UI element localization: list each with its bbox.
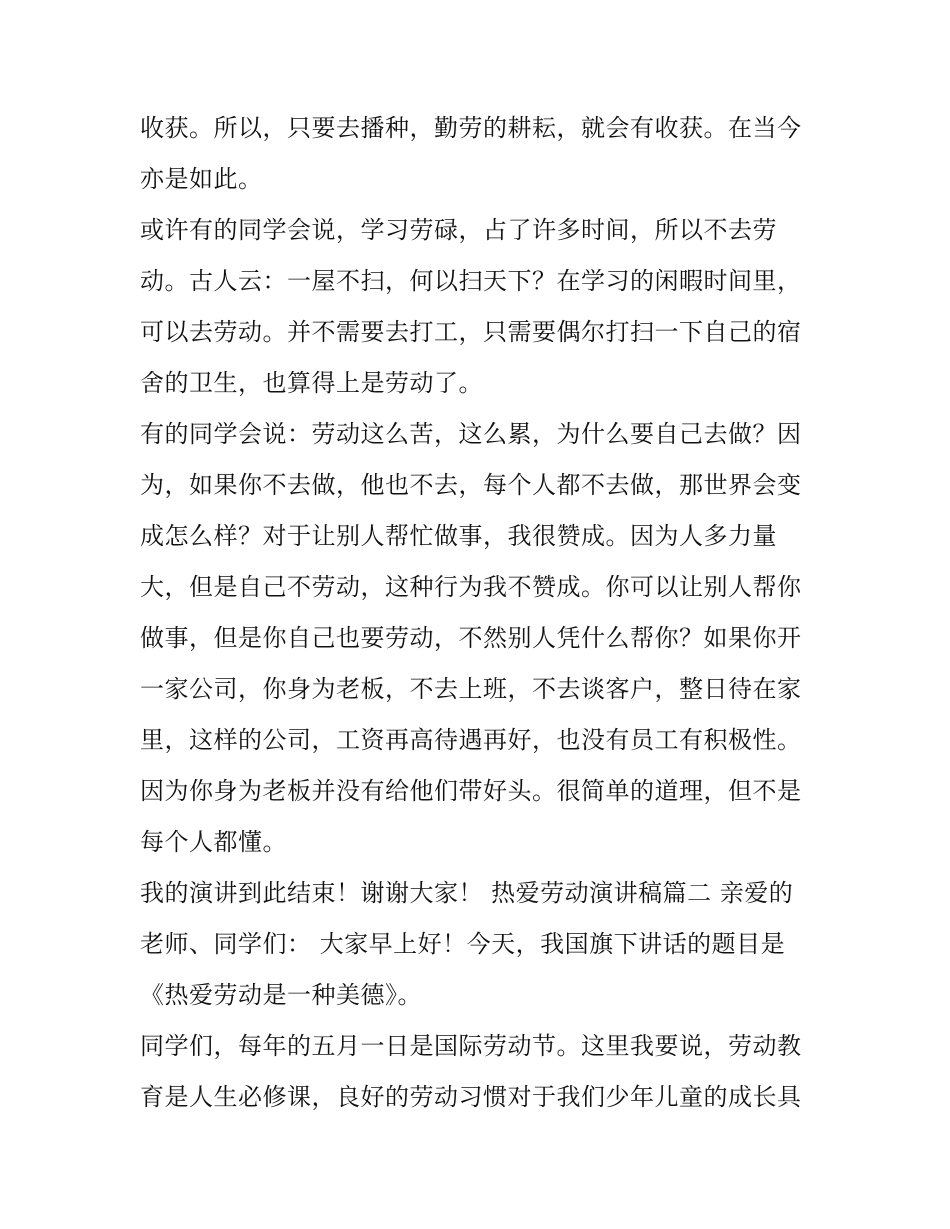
text-line: 舍的卫生，也算得上是劳动了。: [140, 369, 483, 397]
text-line: 里，这样的公司，工资再高待遇再好，也没有员工有积极性。: [140, 726, 802, 754]
text-line: 一家公司，你身为老板，不去上班，不去谈客户，整日待在家: [140, 675, 802, 703]
text-line: 每个人都懂。: [140, 828, 287, 856]
text-line: 大，但是自己不劳动，这种行为我不赞成。你可以让别人帮你: [140, 573, 802, 601]
text-line: 我的演讲到此结束！谢谢大家！ 热爱劳动演讲稿篇二 亲爱的: [140, 879, 794, 907]
text-line: 《热爱劳动是一种美德》。: [140, 981, 422, 1009]
document-body: [140, 103, 820, 1123]
text-line: 同学们，每年的五月一日是国际劳动节。这里我要说，劳动教: [140, 1032, 802, 1060]
text-line: 收获。所以，只要去播种，勤劳的耕耘，就会有收获。在当今: [140, 114, 802, 142]
text-line: 为，如果你不去做，他也不去，每个人都不去做，那世界会变: [140, 471, 802, 499]
text-line: 亦是如此。: [140, 165, 263, 193]
text-line: 或许有的同学会说，学习劳碌，占了许多时间，所以不去劳: [140, 216, 777, 244]
text-line: 成怎么样？对于让别人帮忙做事，我很赞成。因为人多力量: [140, 522, 777, 550]
text-line: 因为你身为老板并没有给他们带好头。很简单的道理，但不是: [140, 777, 802, 805]
text-line: 有的同学会说：劳动这么苦，这么累，为什么要自己去做？因: [140, 420, 802, 448]
text-line: 做事，但是你自己也要劳动，不然别人凭什么帮你？如果你开: [140, 624, 802, 652]
text-line: 可以去劳动。并不需要去打工，只需要偶尔打扫一下自己的宿: [140, 318, 802, 346]
text-line: 动。古人云：一屋不扫，何以扫天下？在学习的闲暇时间里，: [140, 267, 802, 295]
text-line: 育是人生必修课，良好的劳动习惯对于我们少年儿童的成长具: [140, 1083, 802, 1111]
text-line: 老师、同学们： 大家早上好！今天，我国旗下讲话的题目是: [140, 930, 786, 958]
